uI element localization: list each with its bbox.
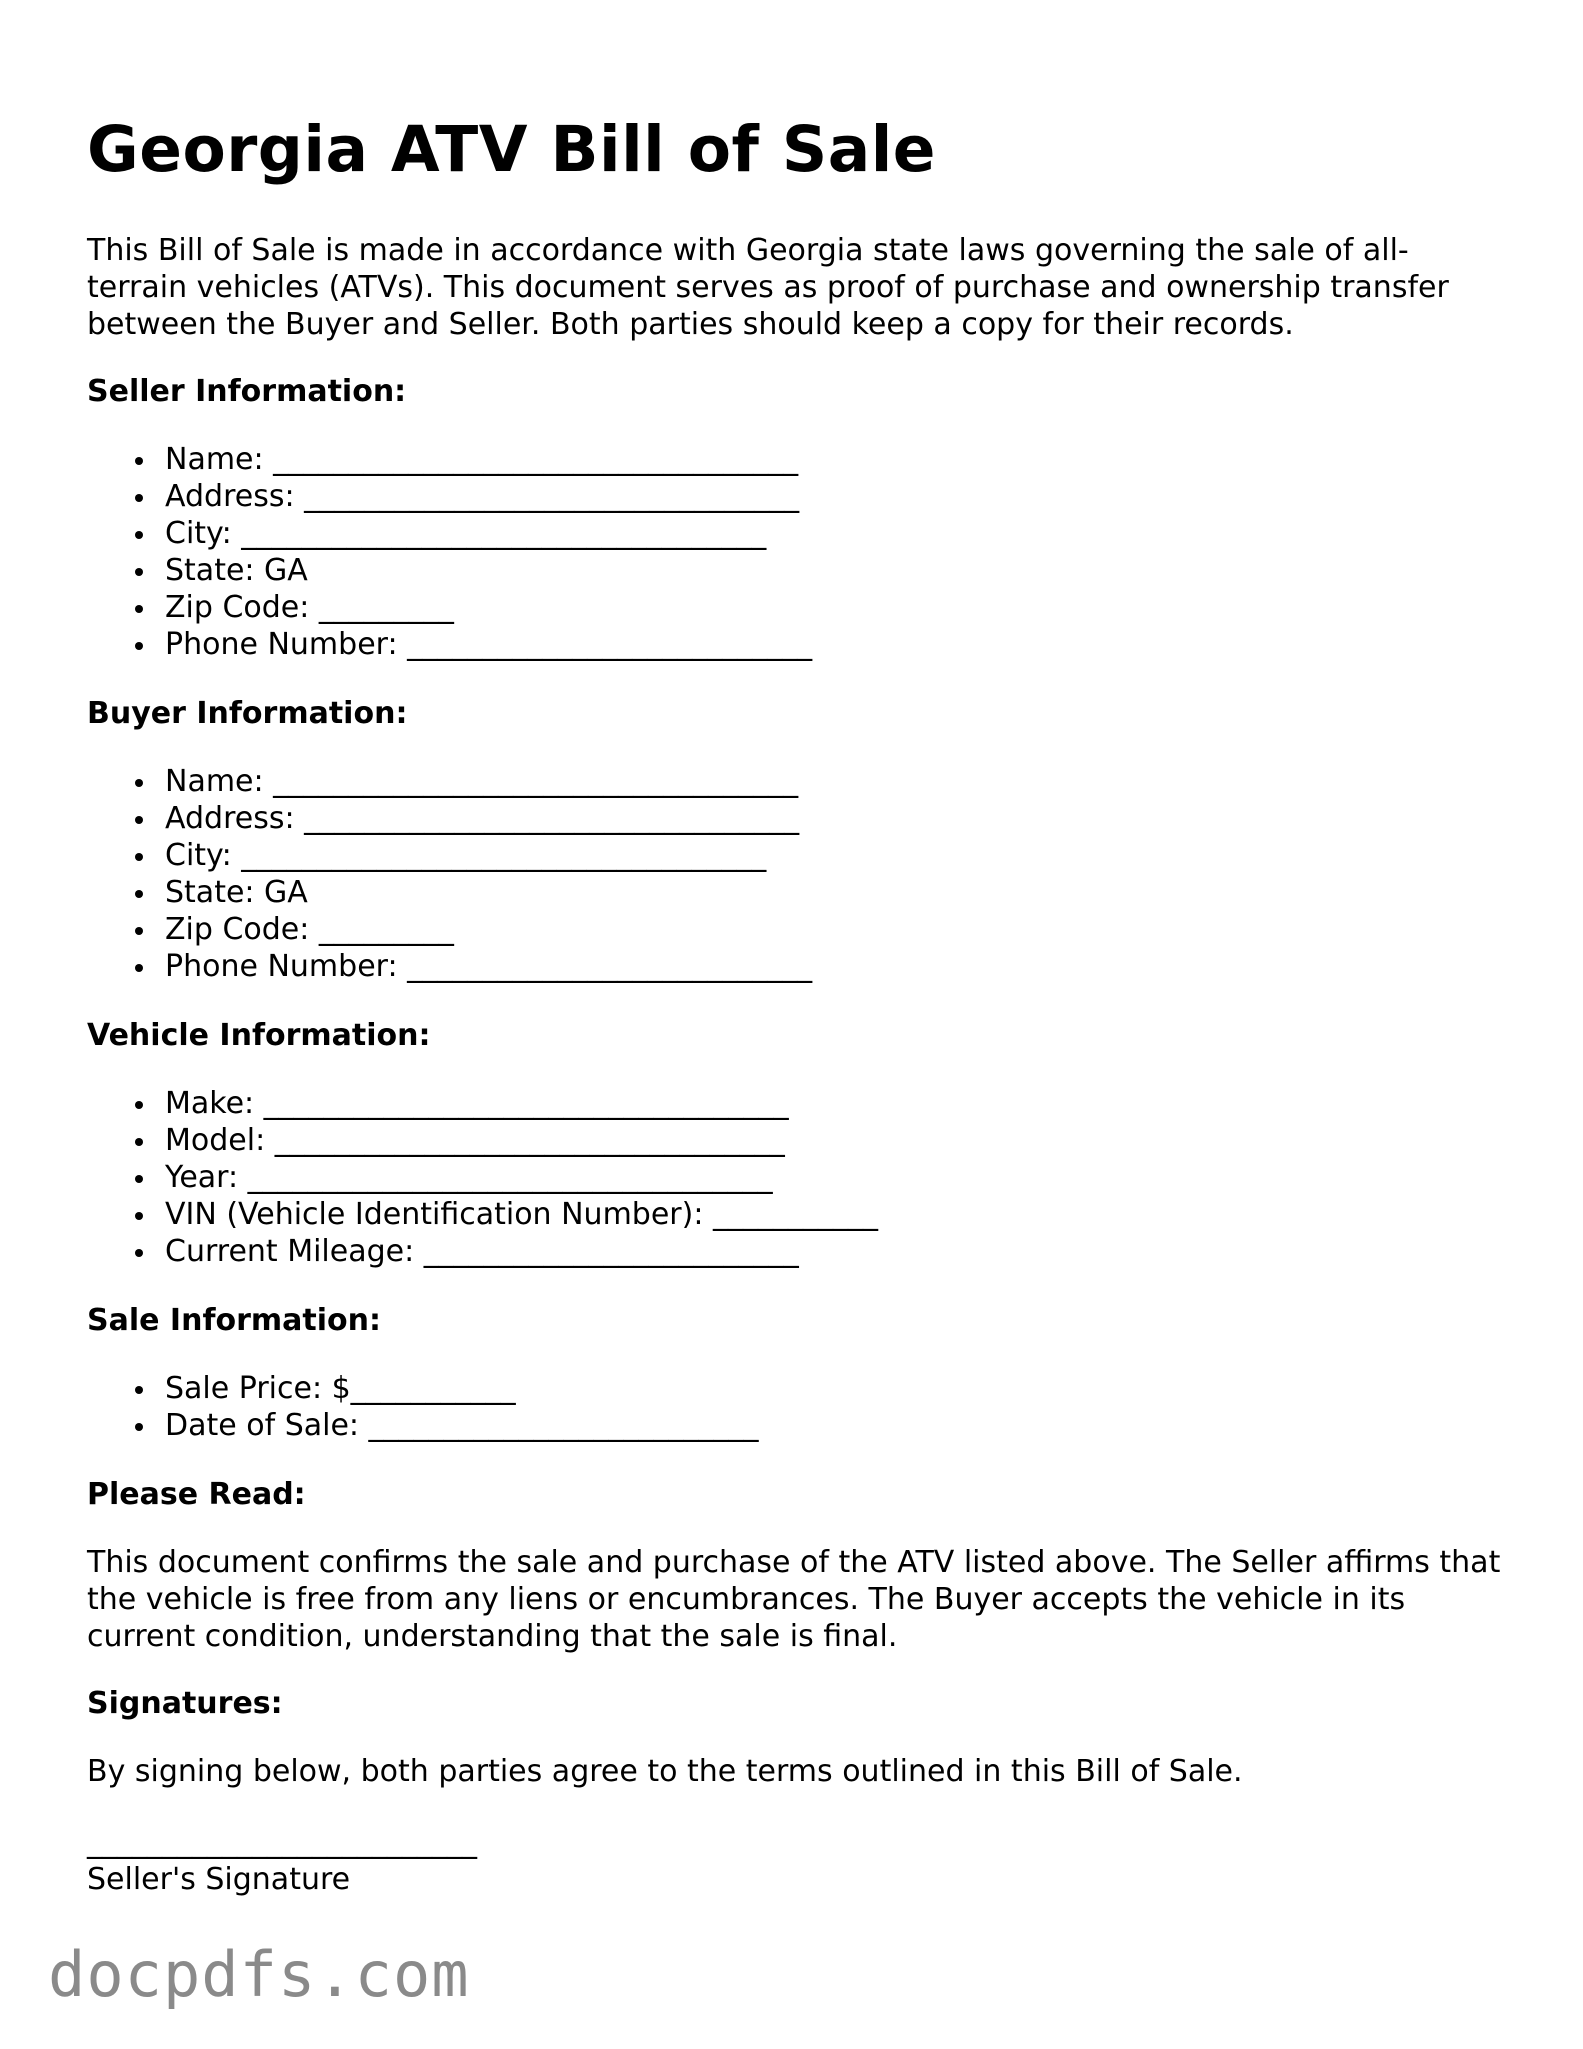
seller-state-field: State: GA bbox=[165, 552, 1507, 589]
seller-info-list bbox=[87, 441, 1507, 663]
buyer-section-heading: Buyer Information: bbox=[87, 696, 408, 731]
sale-date-field: Date of Sale: __________________________ bbox=[165, 1407, 1507, 1444]
vehicle-info-list bbox=[87, 1085, 1507, 1270]
buyer-zip-field: Zip Code: _________ bbox=[165, 911, 1507, 948]
watermark-text: docpdfs.com bbox=[48, 1938, 470, 2011]
please-read-paragraph: This document confirms the sale and purchase of the ATV listed above. The Seller affirms that the vehicle is free from any liens or encumbrances. The Buyer accepts the vehicle in its current condition, understanding that the sale is final. bbox=[87, 1545, 1501, 1654]
intro-paragraph: This Bill of Sale is made in accordance with Georgia state laws governing the sale of all-terrain vehicles (ATVs). This document serves as proof of purchase and ownership transfer between the Buyer and Seller. Both parties should keep a copy for their records. bbox=[87, 233, 1449, 342]
seller-phone-field: Phone Number: ___________________________ bbox=[165, 626, 1507, 663]
seller-address-field: Address: _________________________________ bbox=[165, 478, 1507, 515]
document-page bbox=[87, 110, 1507, 1898]
sale-price-field: Sale Price: $___________ bbox=[165, 1370, 1507, 1407]
buyer-address-field: Address: _________________________________ bbox=[165, 800, 1507, 837]
vehicle-model-field: Model: __________________________________ bbox=[165, 1122, 1507, 1159]
buyer-state-field: State: GA bbox=[165, 874, 1507, 911]
buyer-city-field: City: ___________________________________ bbox=[165, 837, 1507, 874]
vehicle-vin-field: VIN (Vehicle Identification Number): ___________ bbox=[165, 1196, 1507, 1233]
sale-section-heading: Sale Information: bbox=[87, 1303, 381, 1338]
seller-zip-field: Zip Code: _________ bbox=[165, 589, 1507, 626]
sale-info-list bbox=[87, 1370, 1507, 1444]
vehicle-make-field: Make: ___________________________________ bbox=[165, 1085, 1507, 1122]
vehicle-section-heading: Vehicle Information: bbox=[87, 1018, 431, 1053]
seller-name-field: Name: ___________________________________ bbox=[165, 441, 1507, 478]
please-read-heading: Please Read: bbox=[87, 1477, 306, 1512]
buyer-phone-field: Phone Number: ___________________________ bbox=[165, 948, 1507, 985]
seller-signature-line: __________________________ bbox=[87, 1825, 477, 1860]
vehicle-year-field: Year: ___________________________________ bbox=[165, 1159, 1507, 1196]
signatures-heading: Signatures: bbox=[87, 1686, 283, 1721]
seller-section-heading: Seller Information: bbox=[87, 374, 407, 409]
signatures-paragraph: By signing below, both parties agree to the terms outlined in this Bill of Sale. bbox=[87, 1754, 1243, 1789]
buyer-info-list bbox=[87, 763, 1507, 985]
seller-city-field: City: ___________________________________ bbox=[165, 515, 1507, 552]
seller-signature-label: Seller's Signature bbox=[87, 1862, 351, 1897]
page-title: Georgia ATV Bill of Sale bbox=[87, 113, 937, 186]
buyer-name-field: Name: ___________________________________ bbox=[165, 763, 1507, 800]
vehicle-mileage-field: Current Mileage: _________________________ bbox=[165, 1233, 1507, 1270]
